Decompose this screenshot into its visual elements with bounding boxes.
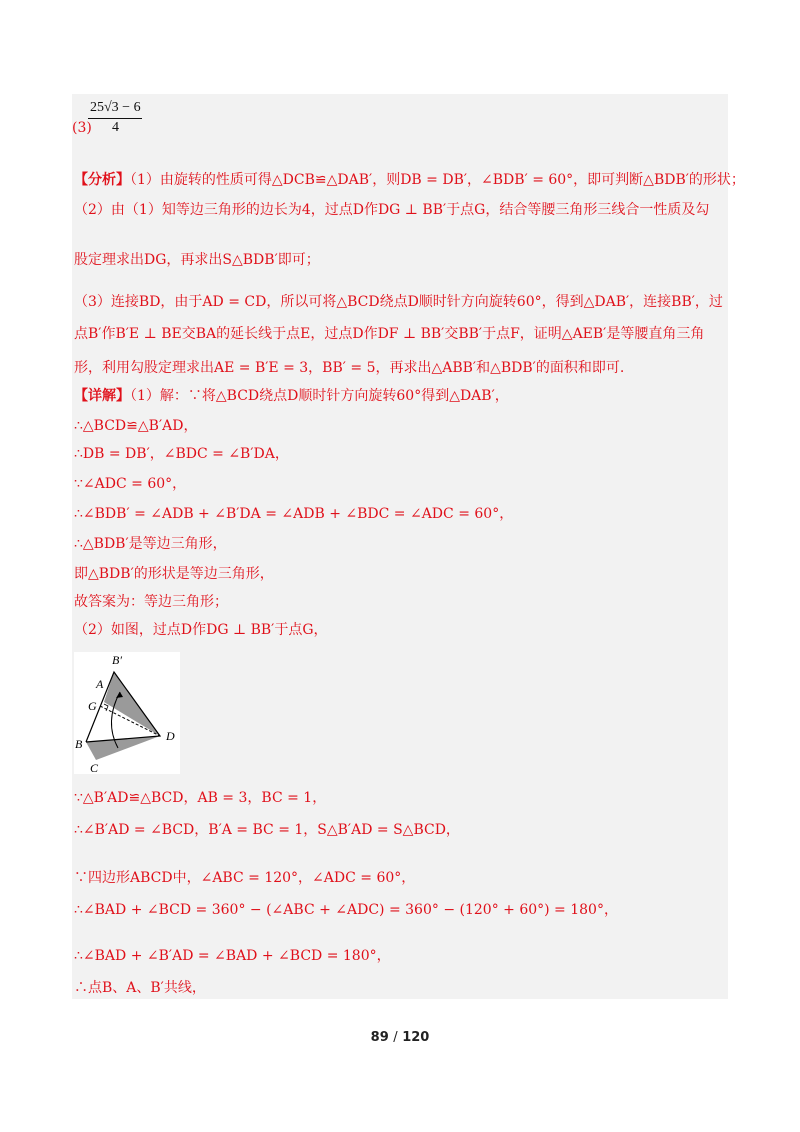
page-separator: / [393,1030,398,1045]
detail-line-10: ∵△B′AD≌△BCD，AB = 3，BC = 1， [74,790,327,806]
triangle-b-prime-a-d [104,672,160,736]
answer-3 [72,94,192,144]
answer-3-denominator: 4 [112,120,119,135]
detail-line-13: ∴∠BAD + ∠BCD = 360° − (∠ABC + ∠ADC) = 360° − (120° + 60°) = 180°， [74,902,618,918]
current-page: 89 [370,1030,389,1045]
detail-line-7: 即△BDB′的形状是等边三角形， [74,566,274,582]
analysis-text-1: （1）由旋转的性质可得△DCB≌△DAB′，则DB = DB′，∠BDB′ = 60°，即可判断△BDB′的形状； [130,172,745,188]
detail-line-2: ∴△BCD≌△B′AD， [74,418,198,434]
detail-line-9: （2）如图，过点D作DG ⊥ BB′于点G， [74,622,328,638]
detail-line-15: ∴点B、A、B′共线， [74,980,206,996]
detail-line-8: 故答案为：等边三角形； [74,594,228,610]
detail-line-14: ∴∠BAD + ∠B′AD = ∠BAD + ∠BCD = 180°， [74,948,391,964]
answer-3-numerator: 25√3 − 6 [90,100,141,115]
analysis-line-2: （2）由（1）知等边三角形的边长为4，过点D作DG ⊥ BB′于点G，结合等腰三角形三线合一性质及勾 [74,202,710,218]
label-d: D [166,729,175,743]
analysis-line-4: （3）连接BD，由于AD = CD，所以可将△BCD绕点D顺时针方向旋转60°，得到△DAB′，连接BB′，过 [74,294,723,310]
detail-line-6: ∴△BDB′是等边三角形， [74,536,227,552]
fraction-bar [88,118,142,119]
detail-line-12: ∵四边形ABCD中，∠ABC = 120°，∠ADC = 60°， [74,870,416,886]
label-b: B [75,737,83,751]
analysis-line-5: 点B′作B′E ⊥ BE交BA的延长线于点E，过点D作DF ⊥ BB′交BB′于点F，证明△AEB′是等腰直角三角 [74,326,705,342]
label-g: G [88,699,97,713]
detail-tag: 【详解】 [74,388,130,404]
detail-line-11: ∴∠B′AD = ∠BCD，B′A = BC = 1，S△B′AD = S△BCD， [74,822,460,838]
analysis-line-6: 形，利用勾股定理求出AE = B′E = 3，BB′ = 5，再求出△ABB′和△BDB′的面积和即可. [74,360,625,376]
geometry-figure-svg [74,652,180,774]
page-number [0,1030,800,1045]
detail-text-1: （1）解：∵将△BCD绕点D顺时针方向旋转60°得到△DAB′， [130,388,509,404]
label-b-prime: B′ [112,653,122,667]
solution-content [72,94,745,999]
analysis-line-3: 股定理求出DG，再求出S△BDB′即可； [74,252,320,268]
detail-line-5: ∴∠BDB′ = ∠ADB + ∠B′DA = ∠ADB + ∠BDC = ∠ADC = 60°， [74,506,514,522]
right-angle-mark [104,704,108,711]
analysis-tag: 【分析】 [74,172,130,188]
geometry-figure [74,652,180,774]
detail-line-1 [74,386,724,406]
label-a: A [96,677,104,691]
analysis-line-1 [74,170,745,190]
answer-3-label: (3) [72,120,92,136]
detail-line-3: ∴DB = DB′，∠BDC = ∠B′DA， [74,446,289,462]
detail-line-4: ∵∠ADC = 60°， [74,476,187,492]
total-pages: 120 [402,1030,430,1045]
label-c: C [90,761,99,774]
